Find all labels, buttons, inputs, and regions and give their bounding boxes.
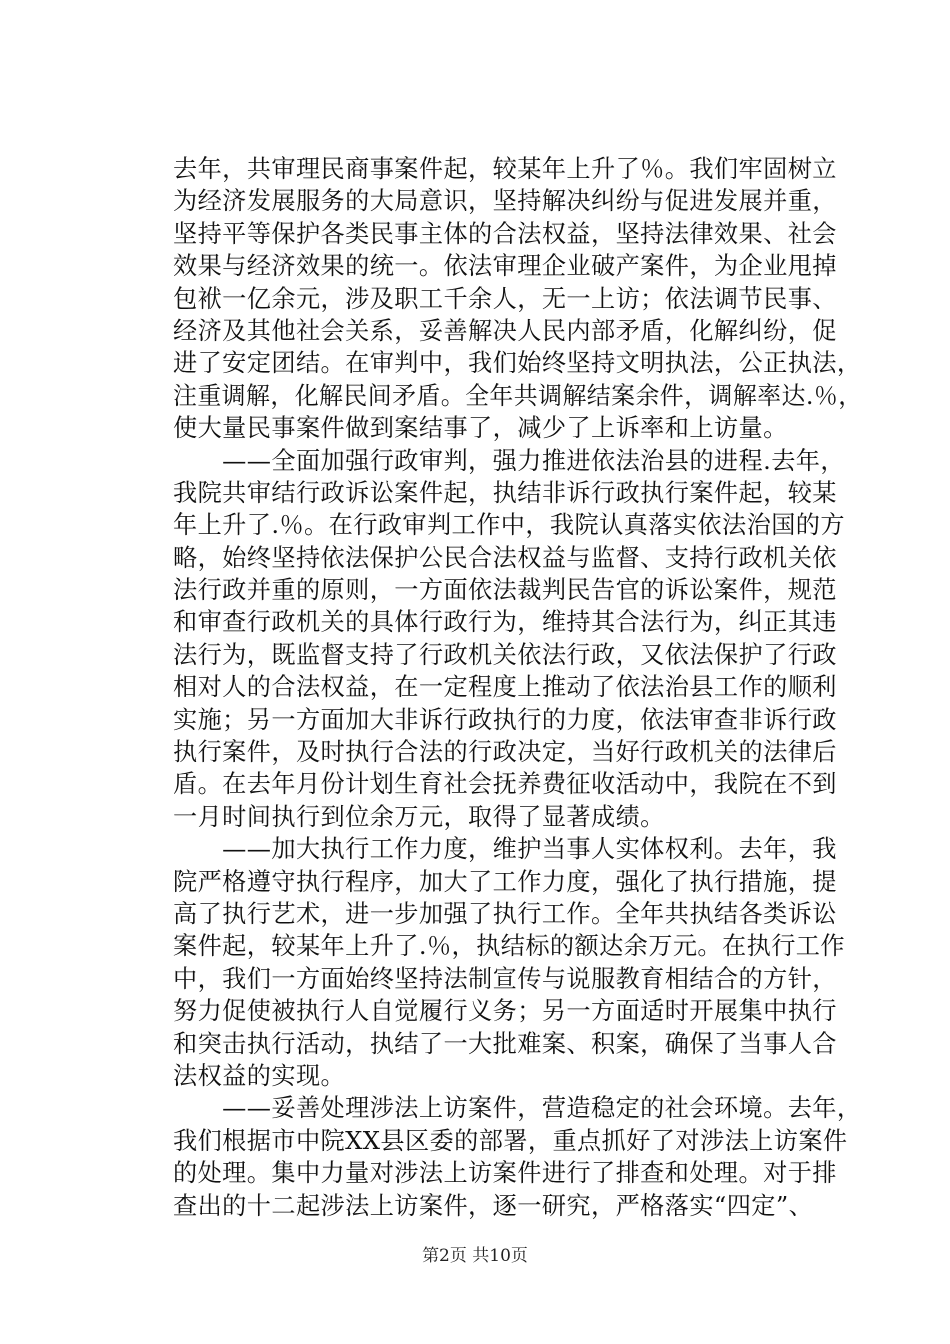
text-line: 执行案件，及时执行合法的行政决定，当好行政机关的法律后 bbox=[173, 738, 837, 767]
text-line: 和突击执行活动，执结了一大批难案、积案，确保了当事人合 bbox=[173, 1029, 837, 1058]
text-line: 效果与经济效果的统一。依法审理企业破产案件，为企业甩掉 bbox=[173, 252, 837, 281]
document-body bbox=[173, 153, 863, 1222]
text-line: 中，我们一方面始终坚持法制宣传与说服教育相结合的方针， bbox=[173, 964, 837, 993]
text-line: 法行政并重的原则，一方面依法裁判民告官的诉讼案件，规范 bbox=[173, 576, 837, 605]
text-line: 案件起，较某年上升了.％，执结标的额达余万元。在执行工作 bbox=[173, 932, 845, 961]
text-line: 高了执行艺术，进一步加强了执行工作。全年共执结各类诉讼 bbox=[173, 899, 837, 928]
text-line: 注重调解，化解民间矛盾。全年共调解结案余件，调解率达.％， bbox=[173, 381, 863, 410]
text-line: 的处理。集中力量对涉法上访案件进行了排查和处理。对于排 bbox=[173, 1159, 837, 1188]
text-line: 包袱一亿余元，涉及职工千余人，无一上访；依法调节民事、 bbox=[173, 284, 837, 313]
text-line: 相对人的合法权益，在一定程度上推动了依法治县工作的顺利 bbox=[173, 673, 837, 702]
text-line: 经济及其他社会关系，妥善解决人民内部矛盾，化解纠纷，促 bbox=[173, 316, 837, 345]
text-line: 努力促使被执行人自觉履行义务；另一方面适时开展集中执行 bbox=[173, 997, 837, 1026]
text-line: 查出的十二起涉法上访案件，逐一研究，严格落实“四定”、 bbox=[173, 1191, 814, 1220]
text-line: 为经济发展服务的大局意识，坚持解决纠纷与促进发展并重， bbox=[173, 187, 837, 216]
text-line: 我们根据市中院XX县区委的部署，重点抓好了对涉法上访案件 bbox=[173, 1126, 848, 1155]
text-line: 一月时间执行到位余万元，取得了显著成绩。 bbox=[173, 802, 665, 831]
text-line: 年上升了.％。在行政审判工作中，我院认真落实依法治国的方 bbox=[173, 511, 845, 540]
text-line: 和审查行政机关的具体行政行为，维持其合法行为，纠正其违 bbox=[173, 608, 837, 637]
text-line: 法权益的实现。 bbox=[173, 1061, 346, 1090]
page-footer: 第2页 共10页 bbox=[422, 1246, 528, 1266]
text-line: 去年，共审理民商事案件起，较某年上升了％。我们牢固树立 bbox=[173, 155, 837, 183]
text-line: 我院共审结行政诉讼案件起，执结非诉行政执行案件起，较某 bbox=[173, 478, 837, 507]
text-line: ——全面加强行政审判，强力推进依法治县的进程.去年， bbox=[173, 446, 845, 475]
text-line: ——加大执行工作力度，维护当事人实体权利。去年，我 bbox=[173, 835, 837, 864]
text-line: 略，始终坚持依法保护公民合法权益与监督、支持行政机关依 bbox=[173, 543, 837, 572]
text-line: 进了安定团结。在审判中，我们始终坚持文明执法，公正执法， bbox=[173, 349, 862, 378]
text-line: ——妥善处理涉法上访案件，营造稳定的社会环境。去年， bbox=[173, 1094, 862, 1123]
text-line: 使大量民事案件做到案结事了，减少了上诉率和上访量。 bbox=[173, 414, 788, 443]
text-line: 法行为，既监督支持了行政机关依法行政，又依法保护了行政 bbox=[173, 640, 837, 669]
text-line: 坚持平等保护各类民事主体的合法权益，坚持法律效果、社会 bbox=[173, 219, 837, 248]
text-line: 盾。在去年月份计划生育社会抚养费征收活动中，我院在不到 bbox=[173, 770, 837, 799]
text-line: 实施；另一方面加大非诉行政执行的力度，依法审查非诉行政 bbox=[173, 705, 837, 734]
text-line: 院严格遵守执行程序，加大了工作力度，强化了执行措施，提 bbox=[173, 867, 837, 896]
